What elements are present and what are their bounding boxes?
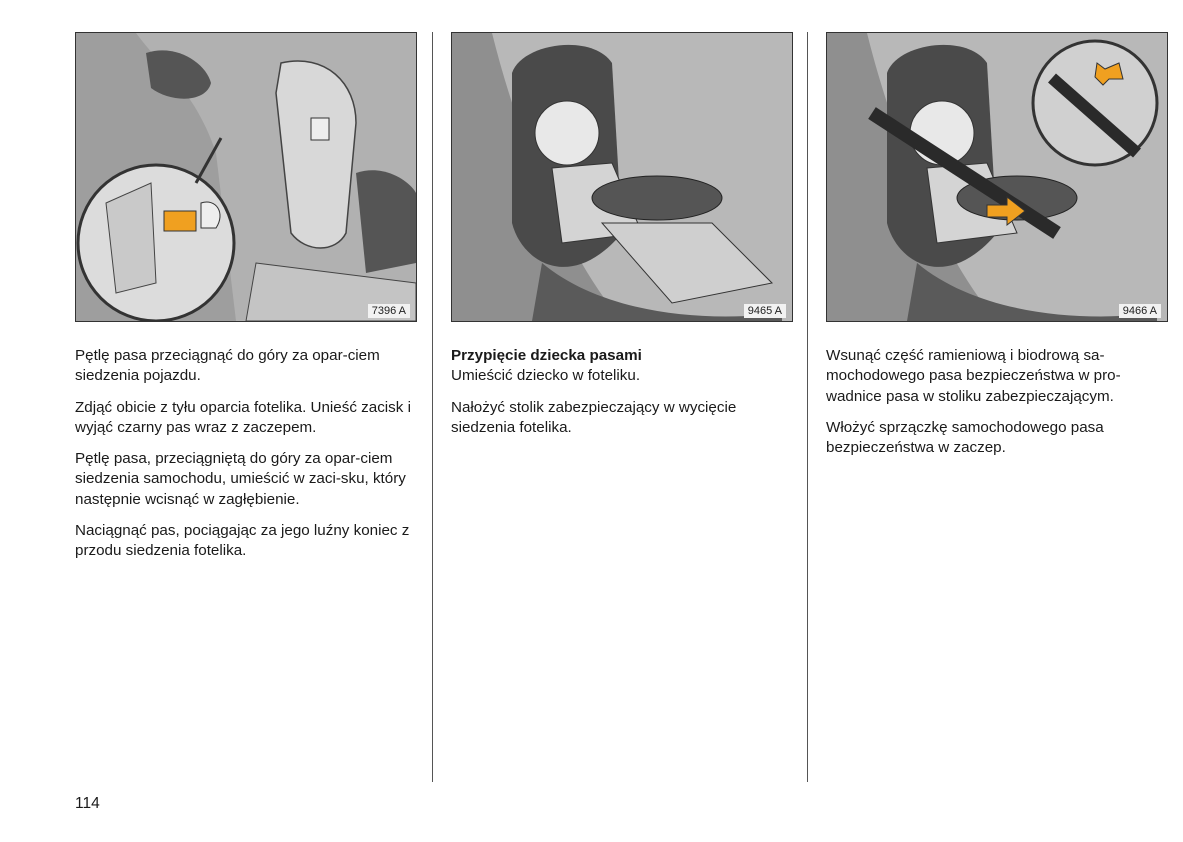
- illustration-child-in-seat: [452, 33, 792, 321]
- instructions-text: [826, 346, 1168, 458]
- paragraph: Włożyć sprzączkę samochodowego pasa bezpieczeństwa w zaczep.: [826, 418, 1104, 457]
- section-heading: Przypięcie dziecka pasami: [451, 347, 642, 364]
- paragraph: Zdjąć obicie z tyłu oparcia fotelika. Unieść zacisk i wyjąć czarny pas wraz z zaczepem.: [75, 398, 411, 436]
- column-divider: [807, 32, 808, 782]
- paragraph: Pętlę pasa przeciągnąć do góry za opar-ciem siedzenia pojazdu.: [75, 347, 380, 385]
- figure-belt-routing: [826, 32, 1168, 322]
- figure-child-in-seat: [451, 32, 793, 322]
- paragraph: Naciągnąć pas, pociągając za jego luźny koniec z przodu siedzenia fotelika.: [75, 522, 410, 560]
- instructions-text: [75, 346, 417, 562]
- figure-code: 9465 A: [744, 304, 786, 318]
- page-number: 114: [75, 795, 100, 812]
- figure-code: 7396 A: [368, 304, 410, 318]
- paragraph: Umieścić dziecko w foteliku.: [451, 367, 641, 385]
- column-1: [75, 32, 417, 573]
- column-3: [826, 32, 1168, 469]
- figure-child-seat-belt-clamp: [75, 32, 417, 322]
- paragraph: Pętlę pasa, przeciągniętą do góry za opar-ciem siedzenia samochodu, umieścić w zaci-sku, który następnie wcisnąć w zagłębienie.: [75, 450, 406, 508]
- figure-code: 9466 A: [1119, 304, 1161, 318]
- column-divider: [432, 32, 433, 782]
- illustration-belt-clamp: [76, 33, 416, 321]
- illustration-belt-routing: [827, 33, 1167, 321]
- paragraph: Wsunąć część ramieniową i biodrową sa-mochodowego pasa bezpieczeństwa w pro-wadnice pasa w stoliku zabezpieczającym.: [826, 347, 1121, 405]
- instructions-text: [451, 346, 793, 438]
- column-2: [451, 32, 793, 449]
- paragraph: Nałożyć stolik zabezpieczający w wycięcie siedzenia fotelika.: [451, 398, 737, 436]
